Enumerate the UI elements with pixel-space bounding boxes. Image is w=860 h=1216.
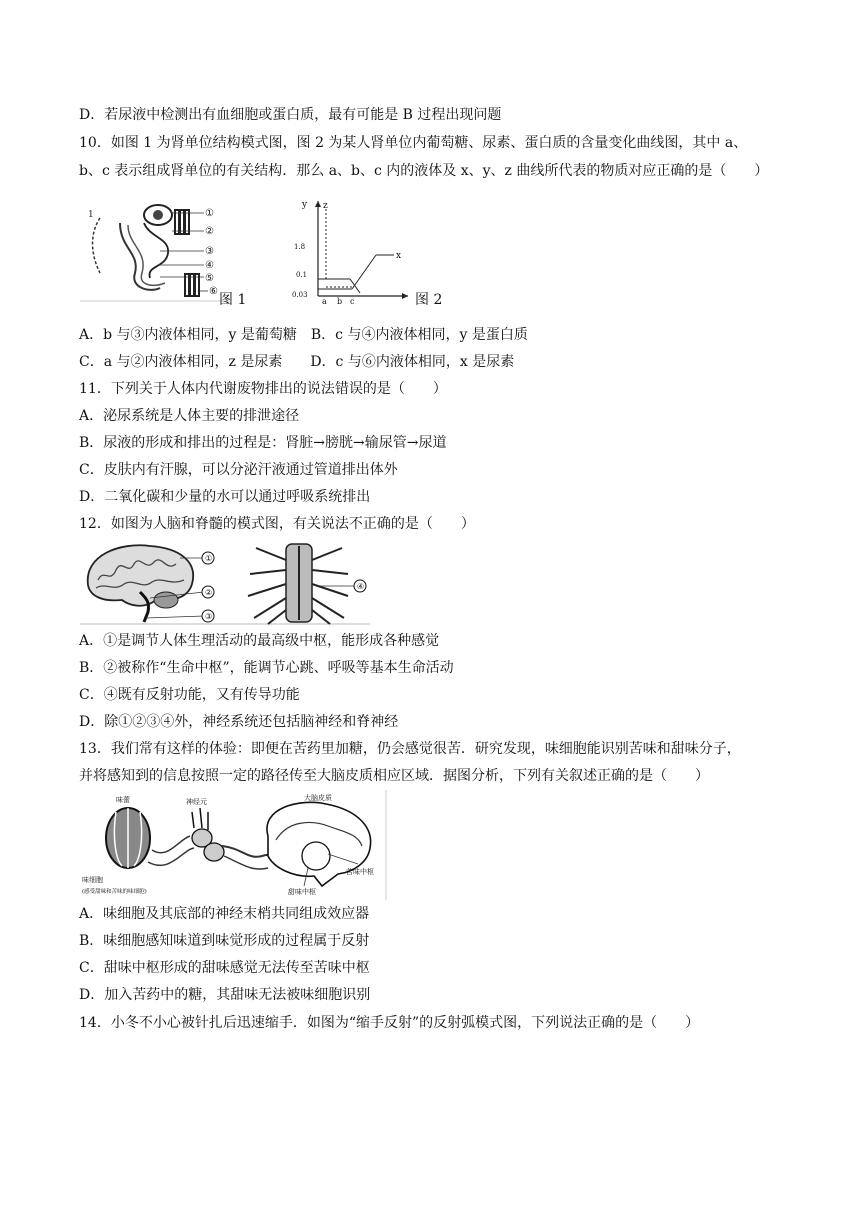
- q10-options-line2: C．a 与②内液体相同，z 是尿素 D．c 与⑥内液体相同，x 是尿素: [79, 354, 515, 370]
- fig1-label-1: ①: [205, 208, 214, 219]
- q12-option-c: C．④既有反射功能，又有传导功能: [79, 687, 300, 703]
- fig2-tick-c: c: [350, 297, 355, 305]
- fig2-x-label: x: [396, 251, 402, 261]
- spinal-label-4: ④: [357, 582, 365, 591]
- q10-options-line1: A．b 与③内液体相同，y 是葡萄糖 B．c 与④内液体相同，y 是蛋白质: [79, 327, 528, 343]
- fig2-z-label: z: [323, 201, 328, 211]
- fig2-caption: 图 2: [415, 292, 443, 308]
- q11-option-b: B．尿液的形成和排出的过程是：肾脏→膀胱→输尿管→尿道: [79, 435, 447, 451]
- q11-option-c: C．皮肤内有汗腺，可以分泌汗液通过管道排出体外: [79, 462, 398, 478]
- brain-label-2: ②: [205, 588, 213, 597]
- q11-stem: 11．下列关于人体内代谢废物排出的说法错误的是（ ）: [79, 381, 447, 397]
- q12-stem: 12．如图为人脑和脊髓的模式图，有关说法不正确的是（ ）: [79, 516, 475, 532]
- fig1-caption: 图 1: [219, 292, 247, 308]
- label-cortex: 大脑皮质: [304, 794, 332, 802]
- fig1-label-4: ④: [205, 260, 214, 271]
- content-curve-figure: [290, 193, 412, 305]
- q13-option-d: D．加入苦药中的糖，其甜味无法被味细胞识别: [79, 987, 371, 1003]
- q11-option-d: D．二氧化碳和少量的水可以通过呼吸系统排出: [79, 489, 371, 505]
- brain-spinal-figure: [80, 540, 370, 626]
- fig2-tick-1-8: 1.8: [294, 243, 306, 251]
- q14-stem: 14．小冬不小心被针扎后迅速缩手．如图为“缩手反射”的反射弧模式图，下列说法正确的是（ ）: [79, 1015, 700, 1031]
- q9-option-d: D．若尿液中检测出有血细胞或蛋白质，最有可能是 B 过程出现问题: [79, 107, 502, 123]
- label-bitter-center: 苦味中枢: [346, 868, 374, 876]
- label-neuron: 神经元: [186, 798, 207, 806]
- fig2-tick-b: b: [337, 297, 343, 305]
- label-taste-bud: 味蕾: [116, 796, 130, 804]
- fig1-label-5: ⑤: [205, 273, 214, 284]
- brain-label-1: ①: [205, 554, 213, 563]
- q12-option-b: B．②被称作“生命中枢”，能调节心跳、呼吸等基本生命活动: [79, 660, 454, 676]
- svg-text:1: 1: [88, 210, 94, 220]
- fig2-tick-0-03: 0.03: [292, 291, 308, 299]
- q13-option-b: B．味细胞感知味道到味觉形成的过程属于反射: [79, 933, 370, 949]
- label-taste-cell: 味细胞: [82, 876, 103, 884]
- q13-option-c: C．甜味中枢形成的甜味感觉无法传至苦味中枢: [79, 960, 370, 976]
- fig1-label-2: ②: [205, 226, 214, 237]
- q10-stem-line2: b、c 表示组成肾单位的有关结构．那么 a、b、c 内的液体及 x、y、z 曲线所代表的物质对应正确的是（ ）: [79, 163, 769, 179]
- q13-option-a: A．味细胞及其底部的神经末梢共同组成效应器: [79, 906, 370, 922]
- fig1-label-3: ③: [205, 246, 214, 257]
- q13-stem-line1: 13．我们常有这样的体验：即便在苦药里加糖，仍会感觉很苦．研究发现，味细胞能识别苦味和甜味分子，: [79, 741, 741, 757]
- q13-stem-line2: 并将感知到的信息按照一定的路径传至大脑皮质相应区域．据图分析，下列有关叙述正确的是（ ）: [79, 768, 709, 784]
- fig2-tick-0-1: 0.1: [296, 271, 308, 279]
- fig2-tick-a: a: [322, 297, 327, 305]
- q12-option-d: D．除①②③④外，神经系统还包括脑神经和脊神经: [79, 714, 399, 730]
- q10-stem-line1: 10．如图 1 为肾单位结构模式图，图 2 为某人肾单位内葡萄糖、尿素、蛋白质的含量变化曲线图，其中 a、: [79, 135, 748, 151]
- q11-option-a: A．泌尿系统是人体主要的排泄途径: [79, 408, 300, 424]
- label-sweet-center: 甜味中枢: [288, 888, 316, 896]
- q12-option-a: A．①是调节人体生理活动的最高级中枢，能形成各种感觉: [79, 633, 440, 649]
- fig1-label-6: ⑥: [209, 286, 218, 297]
- fig2-y-label: y: [302, 200, 308, 210]
- label-taste-note: (感受甜味和苦味的味细胞): [82, 889, 147, 895]
- kidney-unit-figure: [80, 193, 230, 303]
- taste-pathway-figure: [82, 790, 390, 902]
- brain-label-3: ③: [205, 612, 213, 621]
